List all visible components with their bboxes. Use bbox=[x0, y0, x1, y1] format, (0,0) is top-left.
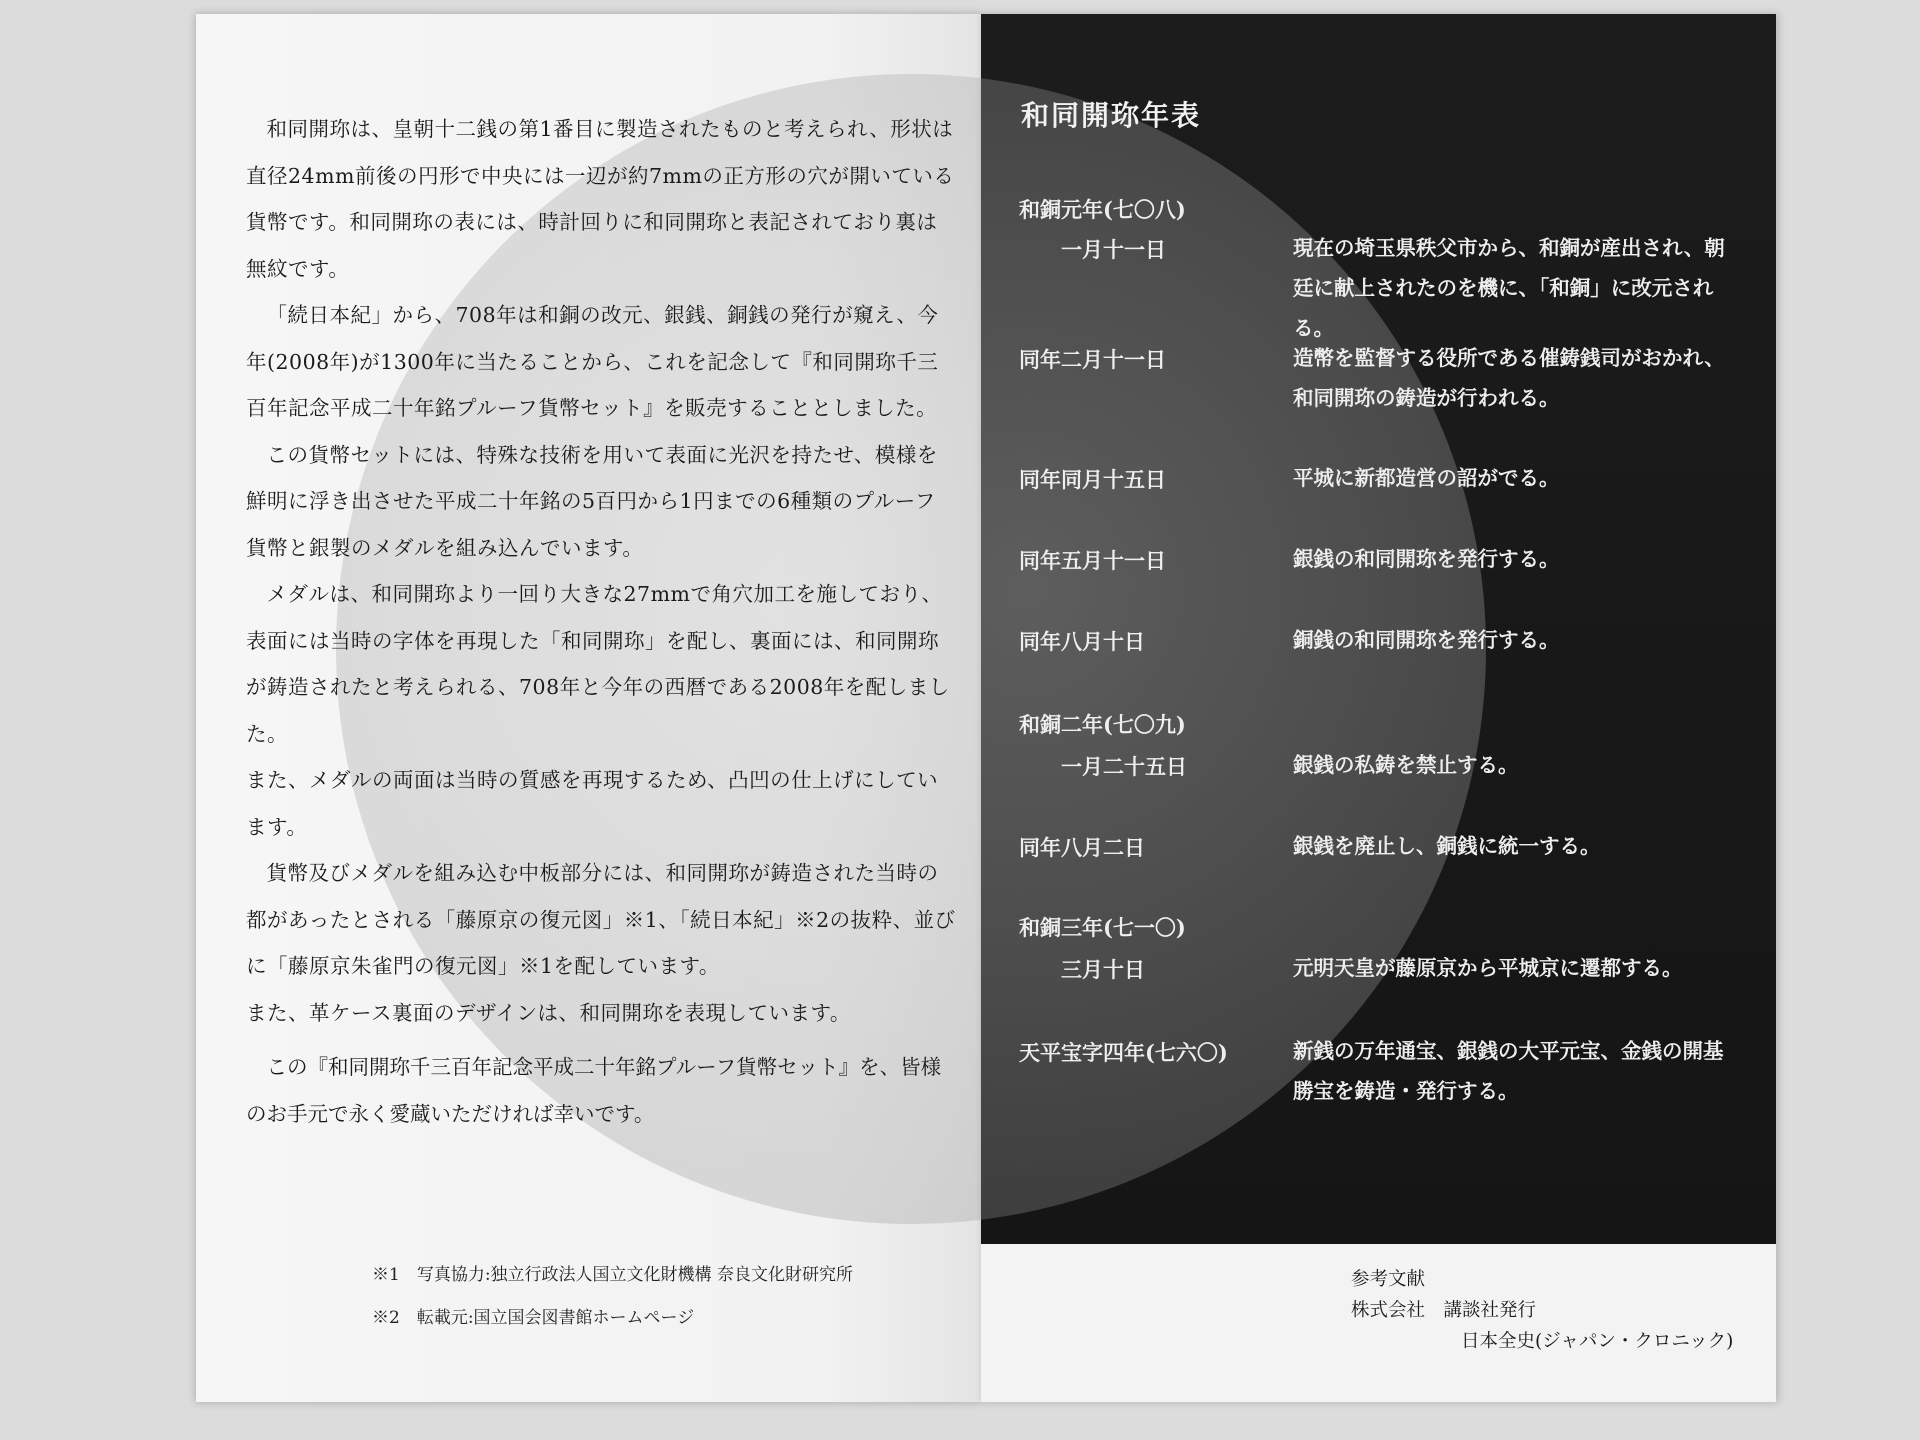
timeline-era: 和銅三年(七一〇) bbox=[1019, 915, 1186, 940]
booklet bbox=[196, 14, 1776, 1402]
timeline-title: 和同開珎年表 bbox=[1021, 99, 1202, 132]
references-heading: 参考文献 bbox=[1351, 1269, 1426, 1290]
references-publisher: 株式会社 講談社発行 bbox=[1351, 1300, 1537, 1321]
timeline-era: 和銅二年(七〇九) bbox=[1019, 712, 1186, 737]
timeline-date: 同年八月二日 bbox=[1019, 835, 1145, 860]
paragraph: 「続日本紀」から、708年は和銅の改元、銀銭、銅銭の発行が窺え、今年(2008年)が1300年に当たることから、これを記念して『和同開珎千三百年記念平成二十年銘プルーフ貨幣セット』を販売することとしました。 bbox=[246, 303, 939, 420]
footnote: ※2 転載元:国立国会図書館ホームページ bbox=[372, 1308, 695, 1328]
timeline-panel bbox=[981, 14, 1776, 1244]
references bbox=[1351, 1264, 1733, 1357]
paragraph: この貨幣セットには、特殊な技術を用いて表面に光沢を持たせ、模様を鮮明に浮き出させた平成二十年銘の5百円から1円までの6種類のプルーフ貨幣と銀製のメダルを組み込んでいます。 bbox=[246, 442, 938, 560]
timeline-era: 和銅元年(七〇八) bbox=[1019, 197, 1186, 222]
timeline bbox=[981, 14, 1776, 1244]
timeline-date: 同年二月十一日 bbox=[1019, 347, 1166, 372]
right-page bbox=[981, 14, 1776, 1402]
timeline-desc: 銅銭の和同開珎を発行する。 bbox=[1293, 628, 1560, 652]
timeline-desc: 元明天皇が藤原京から平城京に遷都する。 bbox=[1293, 956, 1683, 980]
timeline-desc: 造幣を監督する役所である催鋳銭司がおかれ、和同開珎の鋳造が行われる。 bbox=[1293, 346, 1725, 410]
paragraph: 貨幣及びメダルを組み込む中板部分には、和同開珎が鋳造された当時の都があったとされる「藤原京の復元図」※1、「続日本紀」※2の抜粋、並びに「藤原京朱雀門の復元図」※1を配しています。 bbox=[246, 861, 956, 978]
paragraph: また、革ケース裏面のデザインは、和同開珎を表現しています。 bbox=[246, 1000, 851, 1025]
closing-text: この『和同開珎千三百年記念平成二十年銘プルーフ貨幣セット』を、皆様のお手元で永く愛蔵いただければ幸いです。 bbox=[246, 1055, 942, 1126]
timeline-desc: 新銭の万年通宝、銀銭の大平元宝、金銭の開基勝宝を鋳造・発行する。 bbox=[1293, 1039, 1724, 1103]
paragraph: 和同開珎は、皇朝十二銭の第1番目に製造されたものと考えられ、形状は直径24mm前後の円形で中央には一辺が約7mmの正方形の穴が開いている貨幣です。和同開珎の表には、時計回りに和同開珎と表記されており裏は無紋です。 bbox=[246, 117, 955, 281]
paragraph: また、メダルの両面は当時の質感を再現するため、凸凹の仕上げにしています。 bbox=[246, 768, 939, 839]
paragraph: メダルは、和同開珎より一回り大きな27mmで角穴加工を施しており、表面には当時の字体を再現した「和同開珎」を配し、裏面には、和同開珎が鋳造されたと考えられる、708年と今年の西暦である2008年を配しました。 bbox=[246, 582, 950, 746]
timeline-date: 三月十日 bbox=[1061, 957, 1145, 982]
timeline-date: 一月十一日 bbox=[1061, 237, 1166, 262]
timeline-date: 同年同月十五日 bbox=[1019, 467, 1166, 492]
timeline-desc: 平城に新都造営の詔がでる。 bbox=[1293, 466, 1560, 490]
left-page bbox=[196, 14, 981, 1402]
timeline-date: 同年八月十日 bbox=[1019, 629, 1145, 654]
timeline-date: 天平宝字四年(七六〇) bbox=[1019, 1040, 1228, 1065]
references-book: 日本全史(ジャパン・クロニック) bbox=[1461, 1331, 1734, 1352]
timeline-date: 同年五月十一日 bbox=[1019, 548, 1166, 573]
timeline-desc: 現在の埼玉県秩父市から、和銅が産出され、朝廷に献上されたのを機に、「和銅」に改元される。 bbox=[1293, 236, 1725, 340]
timeline-desc: 銀銭を廃止し、銅銭に統一する。 bbox=[1293, 834, 1601, 858]
body-text bbox=[246, 106, 956, 1036]
footnotes bbox=[372, 1254, 853, 1340]
timeline-date: 一月二十五日 bbox=[1061, 754, 1187, 779]
footnote: ※1 写真協力:独立行政法人国立文化財機構 奈良文化財研究所 bbox=[372, 1265, 853, 1285]
timeline-desc: 銀銭の和同開珎を発行する。 bbox=[1293, 547, 1560, 571]
timeline-desc: 銀銭の私鋳を禁止する。 bbox=[1293, 753, 1519, 777]
